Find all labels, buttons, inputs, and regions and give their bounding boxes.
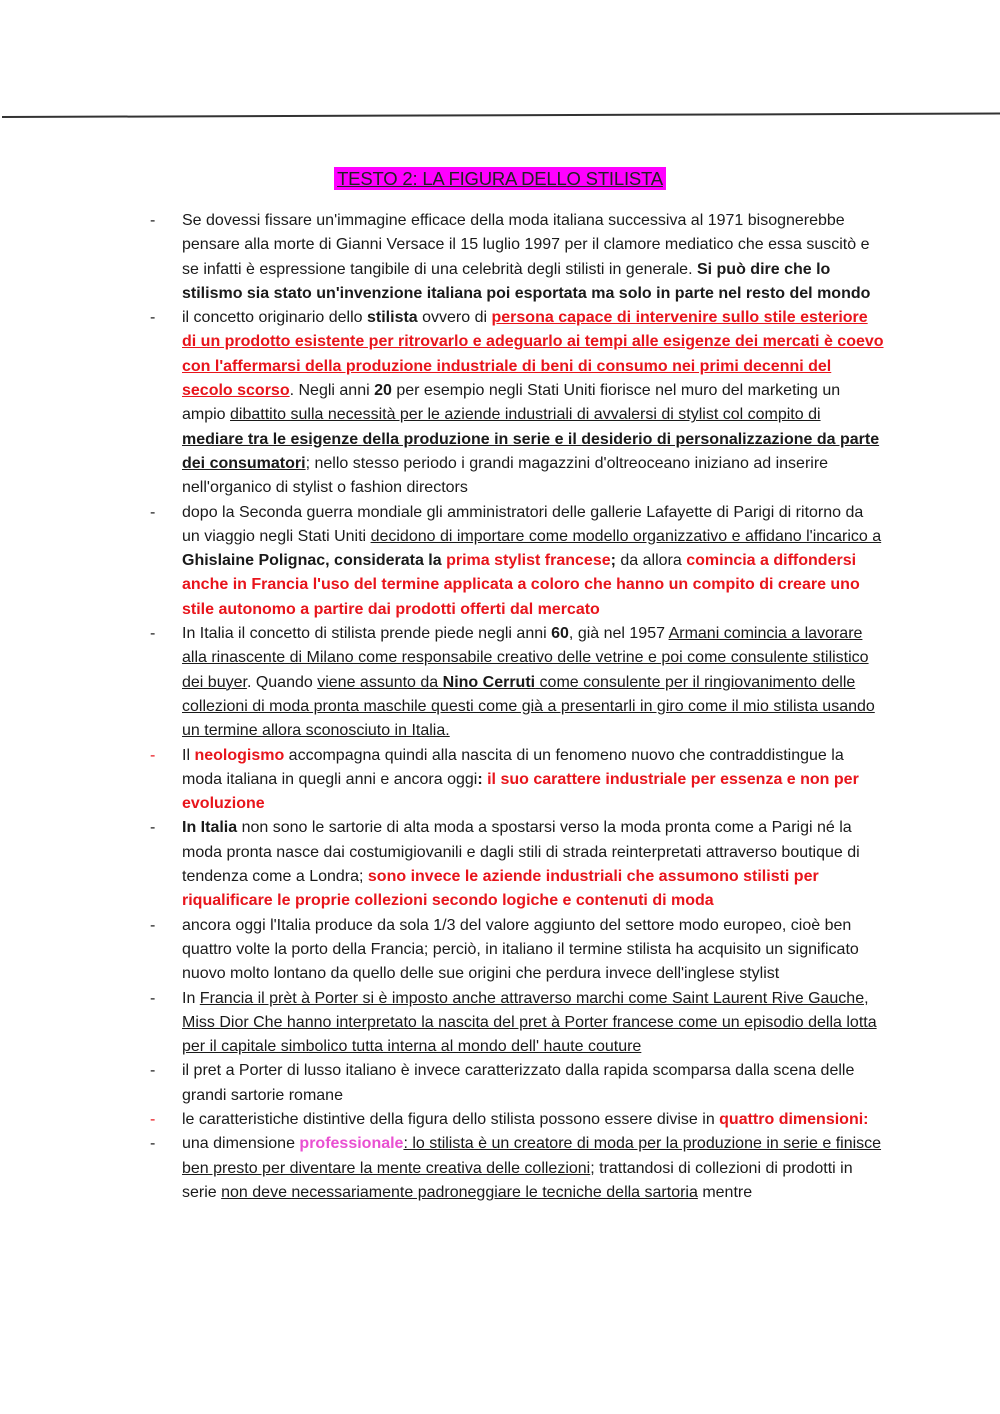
text-segment: una dimensione xyxy=(182,1135,300,1153)
header-rule xyxy=(2,113,1000,118)
list-item-text xyxy=(182,744,885,817)
text-segment: Il xyxy=(182,746,195,764)
list-item xyxy=(150,306,885,500)
text-segment: . Quando xyxy=(246,673,318,691)
text-segment: sono invece le aziende industriali che assumono stilisti per riqualificare le proprie collezioni secondo logiche e contenuti di moda xyxy=(182,868,819,910)
text-segment: prima stylist francese xyxy=(446,552,611,570)
bullet-dash: - xyxy=(150,309,156,327)
list-item xyxy=(150,622,885,743)
list-item-text xyxy=(182,306,885,500)
text-segment: Se dovessi fissare un'immagine efficace della moda italiana successiva al 1971 bisognerebbe pensare alla morte di Gianni Versace il 15 luglio 1997 per il clamore mediatico che essa suscitò e se infatti è espressione tangibile di una celebrità degli stilisti in generale. xyxy=(182,212,870,278)
list-item xyxy=(150,914,885,987)
bullet-dash: - xyxy=(150,989,156,1007)
text-segment: Francia il prèt à Porter si è imposto anche attraverso marchi come Saint Laurent Rive Gauche, Miss Dior Che hanno interpretato la nascita del pret à Porter francese come un episodio della lotta per il capitale simbolico tutta interna al mondo dell' haute couture xyxy=(182,989,877,1056)
text-segment: quattro dimensioni: xyxy=(719,1110,869,1128)
list-item-text xyxy=(182,1059,885,1108)
list-item-text xyxy=(182,209,885,306)
text-segment: ; xyxy=(610,552,616,570)
list-item-text xyxy=(182,622,885,743)
text-segment: il suo carattere industriale per essenza e non per evoluzione xyxy=(182,770,859,813)
text-segment: 20 xyxy=(374,382,392,400)
text-segment: neologismo xyxy=(194,746,285,764)
text-segment: il concetto originario dello xyxy=(182,309,367,327)
text-segment: per esempio negli Stati Uniti fiorisce nel muro del marketing un ampio xyxy=(182,382,841,424)
list-item xyxy=(150,501,885,622)
bullet-dash: - xyxy=(150,212,156,229)
text-segment: decidono di importare come modello organizzativo e affidano l'incarico a xyxy=(370,527,882,545)
text-segment: comincia a diffondersi anche in Francia l'uso del termine applicata a coloro che hanno un compito di creare uno stile autonomo a partire dai prodotti offerti dal mercato xyxy=(182,552,860,618)
bullet-dash: - xyxy=(150,1135,156,1153)
text-segment: professionale xyxy=(299,1135,404,1153)
bullet-dash: - xyxy=(150,1110,156,1128)
text-segment: il pret a Porter di lusso italiano è invece caratterizzato dalla rapida scomparsa dalla scena delle grandi sartorie romane xyxy=(182,1062,855,1104)
text-segment: persona capace di intervenire sullo stile esteriore di un prodotto esistente per ritrovarlo e adeguarlo ai tempi alle esigenze dei mercati è coevo con l'affermarsi della produzione industriale di beni di consumo nei primi decenni del secolo scorso xyxy=(182,309,884,400)
text-segment: ovvero di xyxy=(417,309,492,327)
text-segment: 60 xyxy=(551,625,569,643)
text-segment: In xyxy=(182,989,200,1007)
text-segment: stilista xyxy=(367,309,418,327)
text-segment: ; trattandosi di collezioni di prodotti in serie xyxy=(182,1159,853,1201)
list-item-text xyxy=(182,501,885,622)
text-segment: . Negli anni xyxy=(289,382,375,400)
bullet-dash: - xyxy=(150,503,156,521)
text-segment: Nino Cerruti xyxy=(442,673,536,691)
text-segment: ; nello stesso periodo i grandi magazzini d'oltreoceano iniziano ad inserire nell'organico di stylist o fashion directors xyxy=(182,454,829,497)
list-item xyxy=(150,816,885,913)
list-item-text xyxy=(182,1108,885,1132)
text-segment: mediare tra le esigenze della produzione in serie e il desiderio di personalizzazione da parte dei consumatori xyxy=(182,430,880,472)
list-item-text xyxy=(182,1132,885,1205)
bullet-dash: - xyxy=(150,625,156,643)
bullet-dash: - xyxy=(150,1062,156,1080)
text-segment: : xyxy=(477,770,483,788)
list-item xyxy=(150,1108,885,1132)
text-segment: , già nel 1957 xyxy=(568,625,669,643)
text-segment: In Italia il concetto di stilista prende piede negli anni xyxy=(182,625,552,643)
text-segment: da allora xyxy=(615,552,687,570)
list-item-text xyxy=(182,914,885,987)
bullet-dash: - xyxy=(150,916,156,934)
text-segment: non sono le sartorie di alta moda a spostarsi verso la moda pronta come a Parigi né la moda pronta nasce dai costumigiovanili e dagli stili di strada reinterpretati attraverso boutique di tendenza come a Londra; xyxy=(182,819,860,886)
list-item xyxy=(150,987,885,1060)
text-segment: In Italia xyxy=(182,819,238,837)
page-title: TESTO 2: LA FIGURA DELLO STILISTA xyxy=(334,167,666,190)
text-segment: mentre xyxy=(697,1183,753,1201)
text-segment: dibattito sulla necessità per le aziende industriali di avvalersi di stylist col compito di xyxy=(230,406,821,424)
text-segment: Armani comincia a lavorare alla rinascente di Milano come responsabile creativo delle vetrine e poi come consulente stilistico dei buyer xyxy=(182,625,869,691)
text-segment: ancora oggi l'Italia produce da sola 1/3 del valore aggiunto del settore modo europeo, cioè ben quattro volte la porto della Francia; perciò, in italiano il termine stilista ha acquisito un significato nuovo molto lontano da quello delle sue origini che perdura invece dell'inglese stylist xyxy=(182,916,859,983)
text-segment: viene assunto da xyxy=(317,673,443,691)
list-item xyxy=(150,1059,885,1108)
text-segment: come consulente per il ringiovanimento delle collezioni di moda pronta maschile questi come già a presentarli in giro come il mio stilista usando un termine allora sconosciuto in Italia. xyxy=(182,673,875,740)
text-segment: Ghislaine Polignac, considerata la xyxy=(182,552,447,570)
text-segment: : lo stilista è un creatore di moda per la produzione in serie e finisce ben presto per diventare la mente creativa delle collezioni xyxy=(182,1135,882,1177)
list-item-text xyxy=(182,987,885,1060)
list-item xyxy=(150,209,885,306)
text-segment: non deve necessariamente padroneggiare le tecniche della sartoria xyxy=(221,1183,698,1201)
list-item xyxy=(150,1132,885,1205)
text-segment: Si può dire che lo stilismo sia stato un'invenzione italiana poi esportata ma solo in parte nel resto del mondo xyxy=(182,260,871,302)
bullet-list xyxy=(150,209,885,1205)
text-segment: dopo la Seconda guerra mondiale gli amministratori delle gallerie Lafayette di Parigi di ritorno da un viaggio negli Stati Uniti xyxy=(182,503,864,545)
list-item xyxy=(150,744,885,817)
list-item-text xyxy=(182,816,885,913)
bullet-dash: - xyxy=(150,746,156,764)
text-segment: accompagna quindi alla nascita di un fenomeno nuovo che contraddistingue la moda italiana in quegli anni e ancora oggi xyxy=(182,746,844,788)
title-container xyxy=(0,168,1000,190)
bullet-dash: - xyxy=(150,819,156,837)
text-segment: le caratteristiche distintive della figura dello stilista possono essere divise in xyxy=(182,1110,720,1128)
